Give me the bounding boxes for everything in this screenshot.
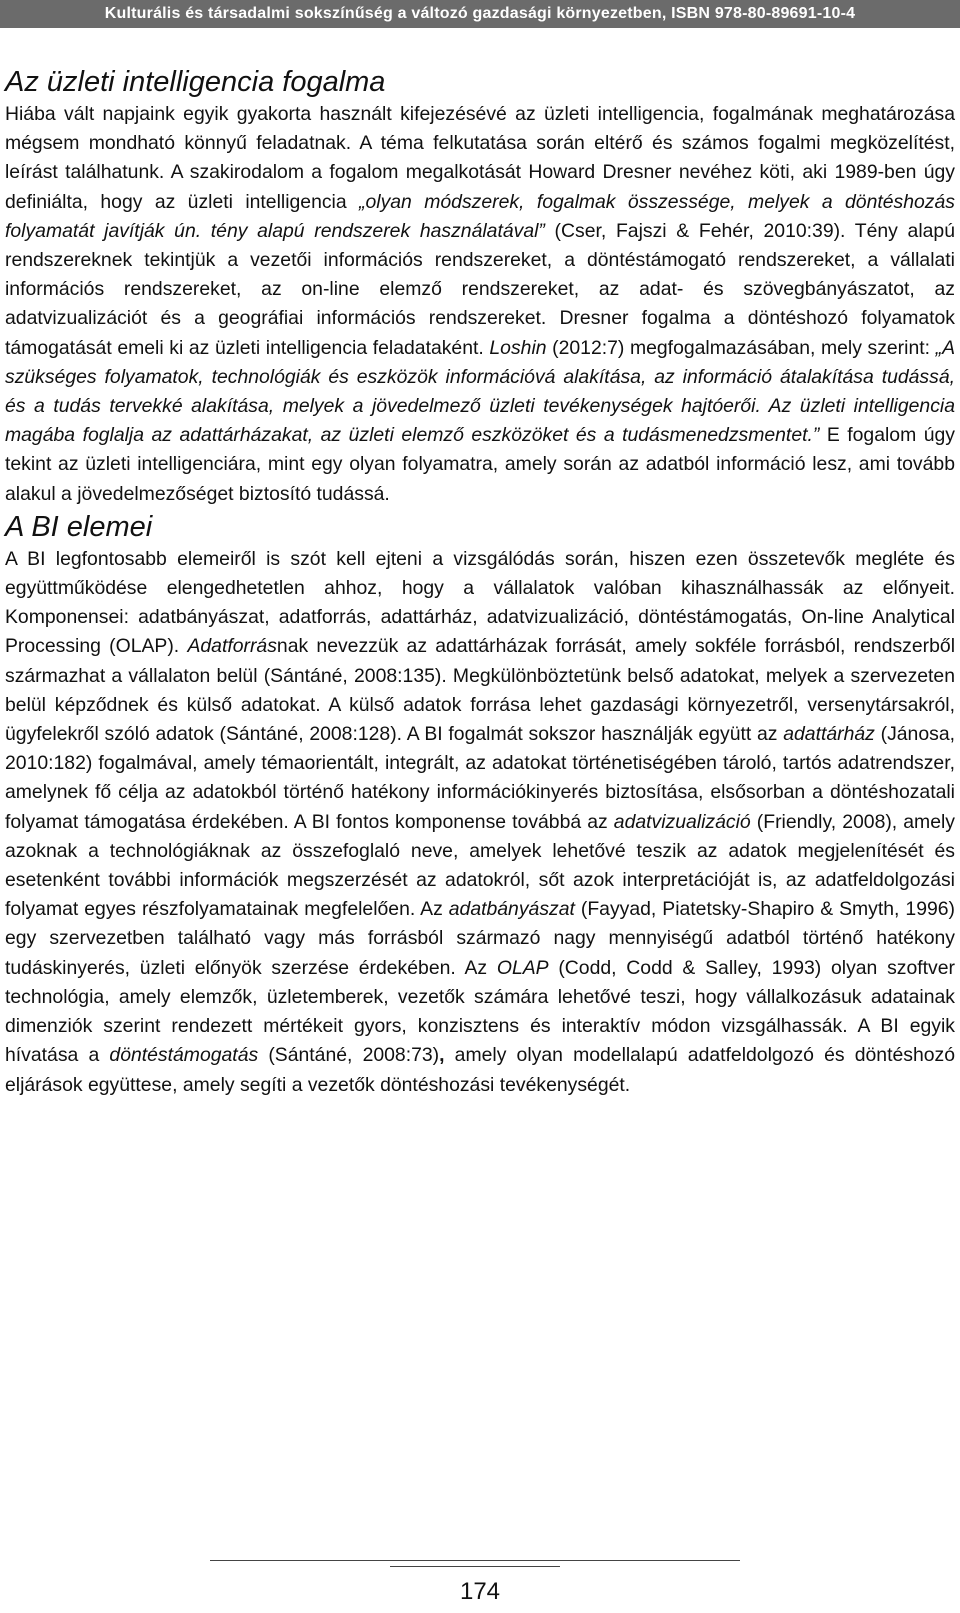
page-footer <box>0 1560 960 1613</box>
term-adattarhaz: adattárház <box>783 723 875 746</box>
paragraph-bi-elements <box>5 545 955 1100</box>
term-donteshamogatas: döntéstámogatás <box>109 1044 259 1067</box>
running-header <box>0 0 960 28</box>
text-run: (Codd, Codd & Salley, 1993) olyan szoftver technológia, amely elemzők, üzletemberek, vezetők számára lehetővé teszi, hogy vállalkozásuk adatainak dimenziók szerint rendezett mértékeit gyors, konzisztens és interaktív módon vizsgálhassák. A BI egyik hívatása a <box>5 956 955 1067</box>
text-run: (Sántáné, 2008:73) <box>258 1044 440 1067</box>
term-adatbanyaszat: adatbányászat <box>448 898 575 921</box>
text-run: (Friendly, 2008), amely azoknak a technológiáknak az összefoglaló neve, amelyek lehetővé teszik az adatok megjelenítését és esetenként további információk megszerzését az adatokról, sőt azok interpretációját is, az adatfeldolgozási folyamat egyes részfolyamatainak megfelelően. Az <box>5 810 955 921</box>
text-run: (Fayyad, Piatetsky-Shapiro & Smyth, 1996) egy szervezetben található vagy más forrásból származó nagy mennyiségű adatból történő hatékony tudáskinyerés, üzleti előnyök szerzése érdekében. Az <box>5 898 956 979</box>
paragraph-bi-concept <box>5 100 955 509</box>
term-adatforras: Adatforrás <box>187 635 277 658</box>
term-olap: OLAP <box>496 956 549 979</box>
footer-divider <box>210 1560 740 1561</box>
term-adatvizualizacio: adatvizualizáció <box>613 810 751 833</box>
quote-dresner: „olyan módszerek, fogalmak összessége, melyek a döntéshozás folyamatát javítják ún. tény alapú rendszerek használatával” <box>5 190 955 242</box>
section-heading-bi-concept: Az üzleti intelligencia fogalma <box>5 66 386 98</box>
text-run: nak nevezzük az adattárházak forrását, amely sokféle forrásból, rendszerből származhat a vállalaton belül (Sántáné, 2008:135). Megkülönböztetünk belső adatokat, melyek a szervezeten belül képződnek és külső adatokat. A külső adatok forrása lehet gazdasági környezetről, versenytársakról, ügyfelekről szóló adatok (Sántáné, 2008:128). A BI fogalmát sokszor használják együtt az <box>5 635 955 746</box>
text-run: Hiába vált napjaink egyik gyakorta használt kifejezésévé az üzleti intelligencia, fogalmának meghatározása mégsem mondható könnyű feladatnak. A téma felkutatása során eltérő és számos fogalmi megközelítést, leírást találhatunk. A szakirodalom a fogalom megalkotását Howard Dresner nevéhez köti, aki 1989-ben úgy definiálta, hogy az üzleti intelligencia <box>5 103 955 213</box>
text-run: A BI legfontosabb elemeiről is szót kell ejteni a vizsgálódás során, hiszen ezen összetevők megléte és együttműködése elengedhetetlen ahhoz, hogy a vállalatok valóban kihasználhassák az előnyeit. Komponensei: adatbányászat, adatforrás, adattárház, adatvizualizáció, döntéstámogatás, On-line Analytical Processing (OLAP). <box>5 547 955 658</box>
text-run: (2012:7) megfogalmazásában, mely szerint: <box>546 336 936 359</box>
page-number: 174 <box>459 1578 501 1605</box>
text-run: (Jánosa, 2010:182) fogalmával, amely témaorientált, integrált, az adatokat történetiségében tároló, tartós adatrendszer, amelynek fő célja az adatokból történő hatékony információkinyerés biztosítása, elsősorban a döntéshozatali folyamat támogatása érdekében. A BI fontos komponense továbbá az <box>5 723 955 833</box>
page-content <box>5 64 955 1100</box>
quote-loshin: „A szükséges folyamatok, technológiák és eszközök információvá alakítása, az információ átalakítása tudássá, és a tudás tervekké alakítása, melyek a jövedelmező üzleti tevékenységek hajtóerői. Az üzleti intelligencia magába foglalja az adattárházakat, az üzleti elemző eszközöket és a tudásmenedzsmentet.” <box>5 336 955 447</box>
text-run: (Cser, Fajszi & Fehér, 2010:39). Tény alapú rendszereknek tekintjük a vezetői információs rendszereket, a döntéstámogató rendszereket, a vállalati információs rendszereket, az on-line elemző rendszereket, az adat- és szövegbányászatot, az adatvizualizációt és a geográfiai információs rendszereket. Dresner fogalma a döntéshozó folyamatok támogatását emeli ki az üzleti intelligencia feladataként. <box>5 219 955 359</box>
text-run: amely olyan modellalapú adatfeldolgozó és döntéshozó eljárások együttese, amely segíti a vezetők döntéshozási tevékenységét. <box>5 1044 955 1096</box>
section-heading-bi-elements: A BI elemei <box>5 510 153 543</box>
running-header-text: Kulturális és társadalmi sokszínűség a változó gazdasági környezetben, ISBN 978-80-89691-10-4 <box>104 5 856 22</box>
footer-divider-short <box>390 1566 560 1567</box>
text-run: E fogalom úgy tekint az üzleti intelligenciára, mint egy olyan folyamatra, amely során az adatból információ lesz, ami tovább alakul a jövedelmezőséget biztosító tudássá. <box>5 424 955 505</box>
bold-comma: , <box>439 1044 445 1067</box>
name-loshin: Loshin <box>489 336 547 359</box>
